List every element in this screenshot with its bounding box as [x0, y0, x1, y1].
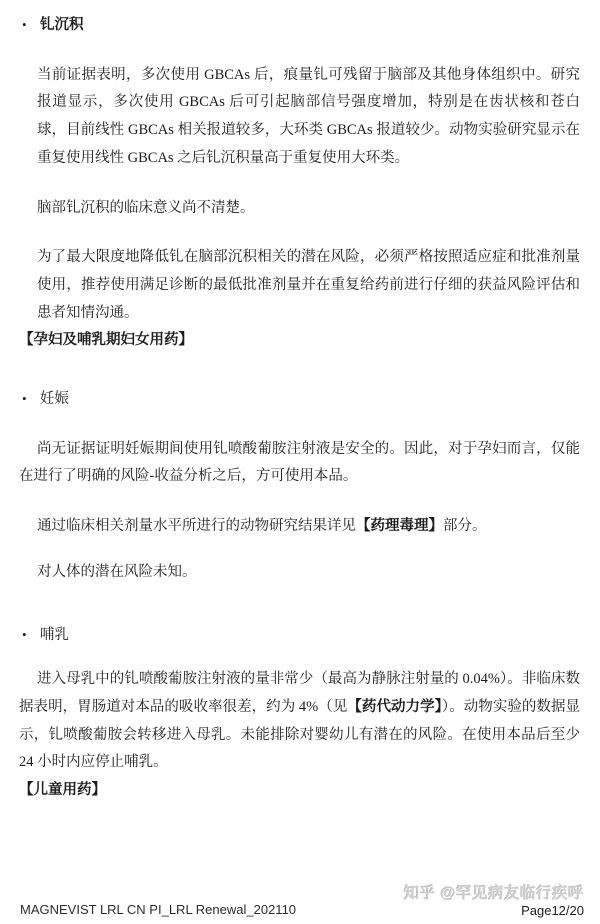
paragraph-pregnancy-safety: 尚无证据证明妊娠期间使用钆喷酸葡胺注射液是安全的。因此，对于孕妇而言，仅能在进行了明确的风险-收益分析之后，方可使用本品。: [19, 440, 580, 485]
paragraph-gd-evidence: 当前证据表明，多次使用 GBCAs 后，痕量钆可残留于脑部及其他身体组织中。研究报道显示，多次使用 GBCAs 后可引起脑部信号强度增加，特别是在齿状核和苍白球，目前线性 GBCAs 相关报道较多，大环类 GBCAs 报道较少。动物实验研究显示在重复使用线性 GBCAs 之后钆沉积量高于重复使用大环类。: [37, 66, 580, 166]
page-number: Page12/20: [521, 903, 584, 918]
bullet-heading-gd-deposition: 钆沉积: [40, 17, 84, 33]
inline-ref-pharmacokinetics: 【药代动力学】: [347, 698, 442, 715]
inline-ref-pharmacology-toxicology: 【药理毒理】: [356, 518, 443, 535]
section-heading-pregnancy-lactation: 【孕妇及哺乳期妇女用药】: [19, 332, 193, 349]
paragraph-human-risk: 对人体的潜在风险未知。: [37, 563, 197, 580]
paragraph-animal-studies-pre: 通过临床相关剂量水平所进行的动物研究结果详见: [37, 518, 356, 535]
paragraph-animal-studies-post: 部分。: [443, 518, 487, 535]
paragraph-breast-milk: [19, 666, 580, 777]
footer-document-id: MAGNEVIST LRL CN PI_LRL Renewal_202110: [20, 902, 297, 917]
bullet-label-pregnancy: 妊娠: [40, 391, 69, 408]
bullet-label-lactation: 哺乳: [40, 626, 69, 643]
bullet-icon: •: [22, 626, 27, 642]
paragraph-breast-milk-pre: 进入母乳中的钆喷酸葡胺注射液的量非常少（最高为静脉注射量的 0.04%）。非临床数据表明，胃肠道对本品的吸收率很差，约为 4%（见: [19, 671, 580, 715]
bullet-icon: •: [22, 17, 27, 32]
zhihu-watermark: 知乎 @罕见病友临行疾呼: [403, 885, 584, 902]
paragraph-gd-risk-minimization: 为了最大限度地降低钆在脑部沉积相关的潜在风险，必须严格按照适应症和批准剂量使用，推荐使用满足诊断的最低批准剂量并在重复给药前进行仔细的获益风险评估和患者知情沟通。: [37, 249, 580, 321]
bullet-item-gd-deposition: [19, 11, 580, 40]
bullet-item-pregnancy: [19, 385, 580, 414]
paragraph-gd-clinical-significance: 脑部钆沉积的临床意义尚不清楚。: [37, 199, 255, 216]
bullet-item-lactation: [19, 621, 580, 650]
section-heading-pediatric: 【儿童用药】: [19, 782, 106, 799]
paragraph-breast-milk-post: ）。动物实验的数据显示，钆喷酸葡胺会转移进入母乳。未能排除对婴幼儿有潜在的风险。在使用本品后至少 24 小时内应停止哺乳。: [19, 698, 581, 771]
paragraph-animal-studies: [19, 513, 580, 541]
bullet-icon: •: [22, 391, 27, 407]
